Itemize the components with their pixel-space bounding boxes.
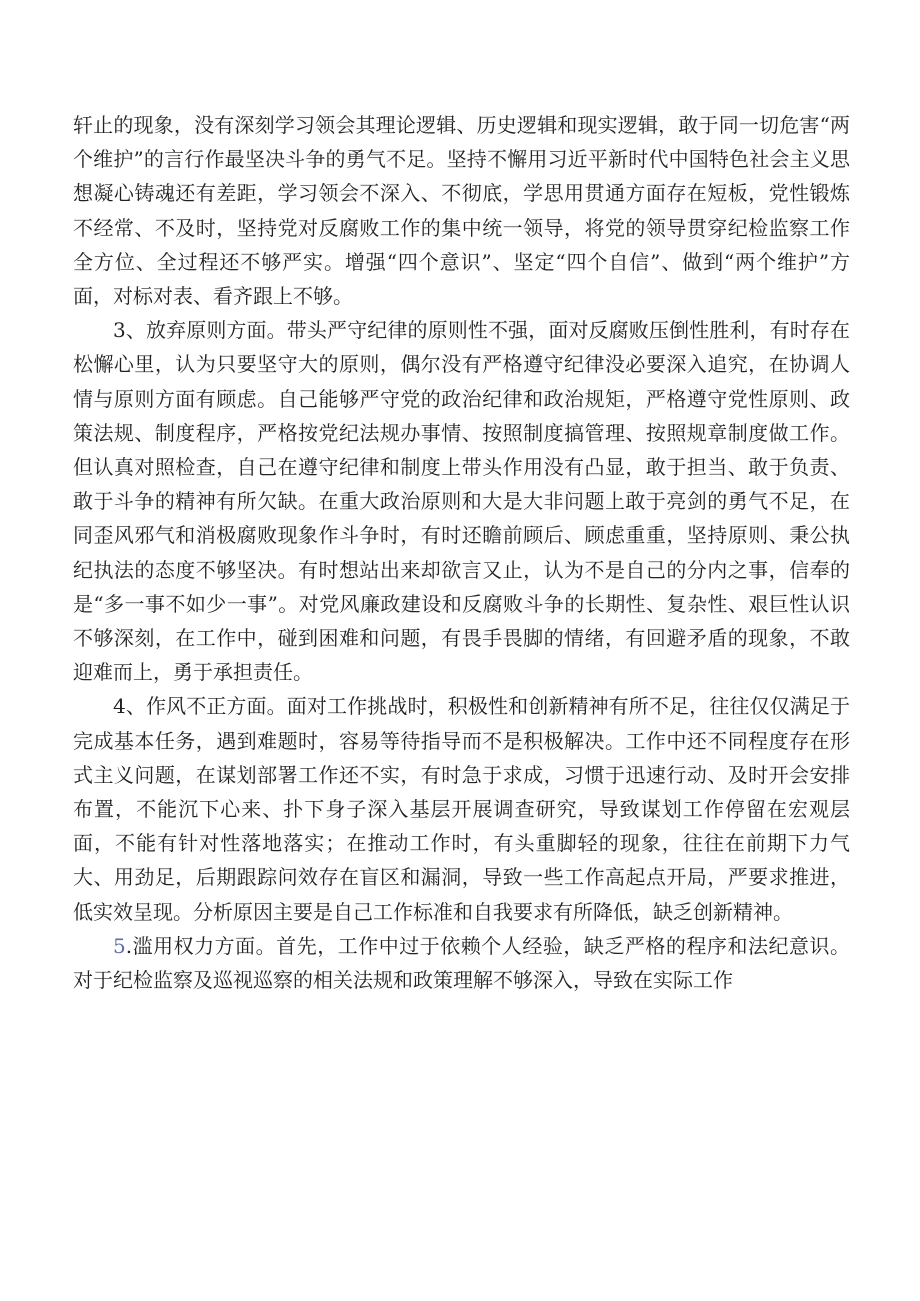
paragraph-continuation: 轩止的现象，没有深刻学习领会其理论逻辑、历史逻辑和现实逻辑，敢于同一切危害“两个维护”的言行作最坚决斗争的勇气不足。坚持不懈用习近平新时代中国特色社会主义思想凝心铸魂还有差距，学习领会不深入、不彻底，学思用贯通方面存在短板，党性锻炼不经常、不及时，坚持党对反腐败工作的集中统一领导，将党的领导贯穿纪检监察工作全方位、全过程还不够严实。增强“四个意识”、坚定“四个自信”、做到“两个维护”方面，对标对表、看齐跟上不够。: [73, 113, 850, 309]
paragraph-3-abandoning-principles: 3、放弃原则方面。带头严守纪律的原则性不强，面对反腐败压倒性胜利，有时存在松懈心里，认为只要坚守大的原则，偶尔没有严格遵守纪律没必要深入追究，在协调人情与原则方面有顾虑。自己能够严守党的政治纪律和政治规矩，严格遵守党性原则、政策法规、制度程序，严格按党纪法规办事情、按照制度搞管理、按照规章制度做工作。但认真对照检查，自己在遵守纪律和制度上带头作用没有凸显，敢于担当、敢于负责、敢于斗争的精神有所欠缺。在重大政治原则和大是大非问题上敢于亮剑的勇气不足，在同歪风邪气和消极腐败现象作斗争时，有时还瞻前顾后、顾虑重重，坚持原则、秉公执纪执法的态度不够坚决。有时想站出来却欲言又止，认为不是自己的分内之事，信奉的是“多一事不如少一事”。对党风廉政建设和反腐败斗争的长期性、复杂性、艰巨性认识不够深刻，在工作中，碰到困难和问题，有畏手畏脚的情绪，有回避矛盾的现象，不敢迎难而上，勇于承担责任。: [73, 318, 850, 685]
paragraph-4-improper-work-style: 4、作风不正方面。面对工作挑战时，积极性和创新精神有所不足，往往仅仅满足于完成基本任务，遇到难题时，容易等待指导而不是积极解决。工作中还不同程度存在形式主义问题，在谋划部署工作还不实，有时急于求成，习惯于迅速行动、及时开会安排布置，不能沉下心来、扑下身子深入基层开展调查研究，导致谋划工作停留在宏观层面，不能有针对性落地落实；在推动工作时，有头重脚轻的现象，往往在前期下力气大、用劲足，后期跟踪问效存在盲区和漏洞，导致一些工作高起点开局，严要求推进，低实效呈现。分析原因主要是自己工作标准和自我要求有所降低，缺乏创新精神。: [73, 694, 850, 924]
document-body: [73, 108, 850, 997]
paragraph-5-number: 5: [113, 933, 126, 958]
paragraph-5-abuse-of-power: [73, 929, 850, 997]
paragraph-5-text: .滥用权力方面。首先，工作中过于依赖个人经验，缺乏严格的程序和法纪意识。对于纪检监察及巡视巡察的相关法规和政策理解不够深入，导致在实际工作: [73, 933, 850, 993]
